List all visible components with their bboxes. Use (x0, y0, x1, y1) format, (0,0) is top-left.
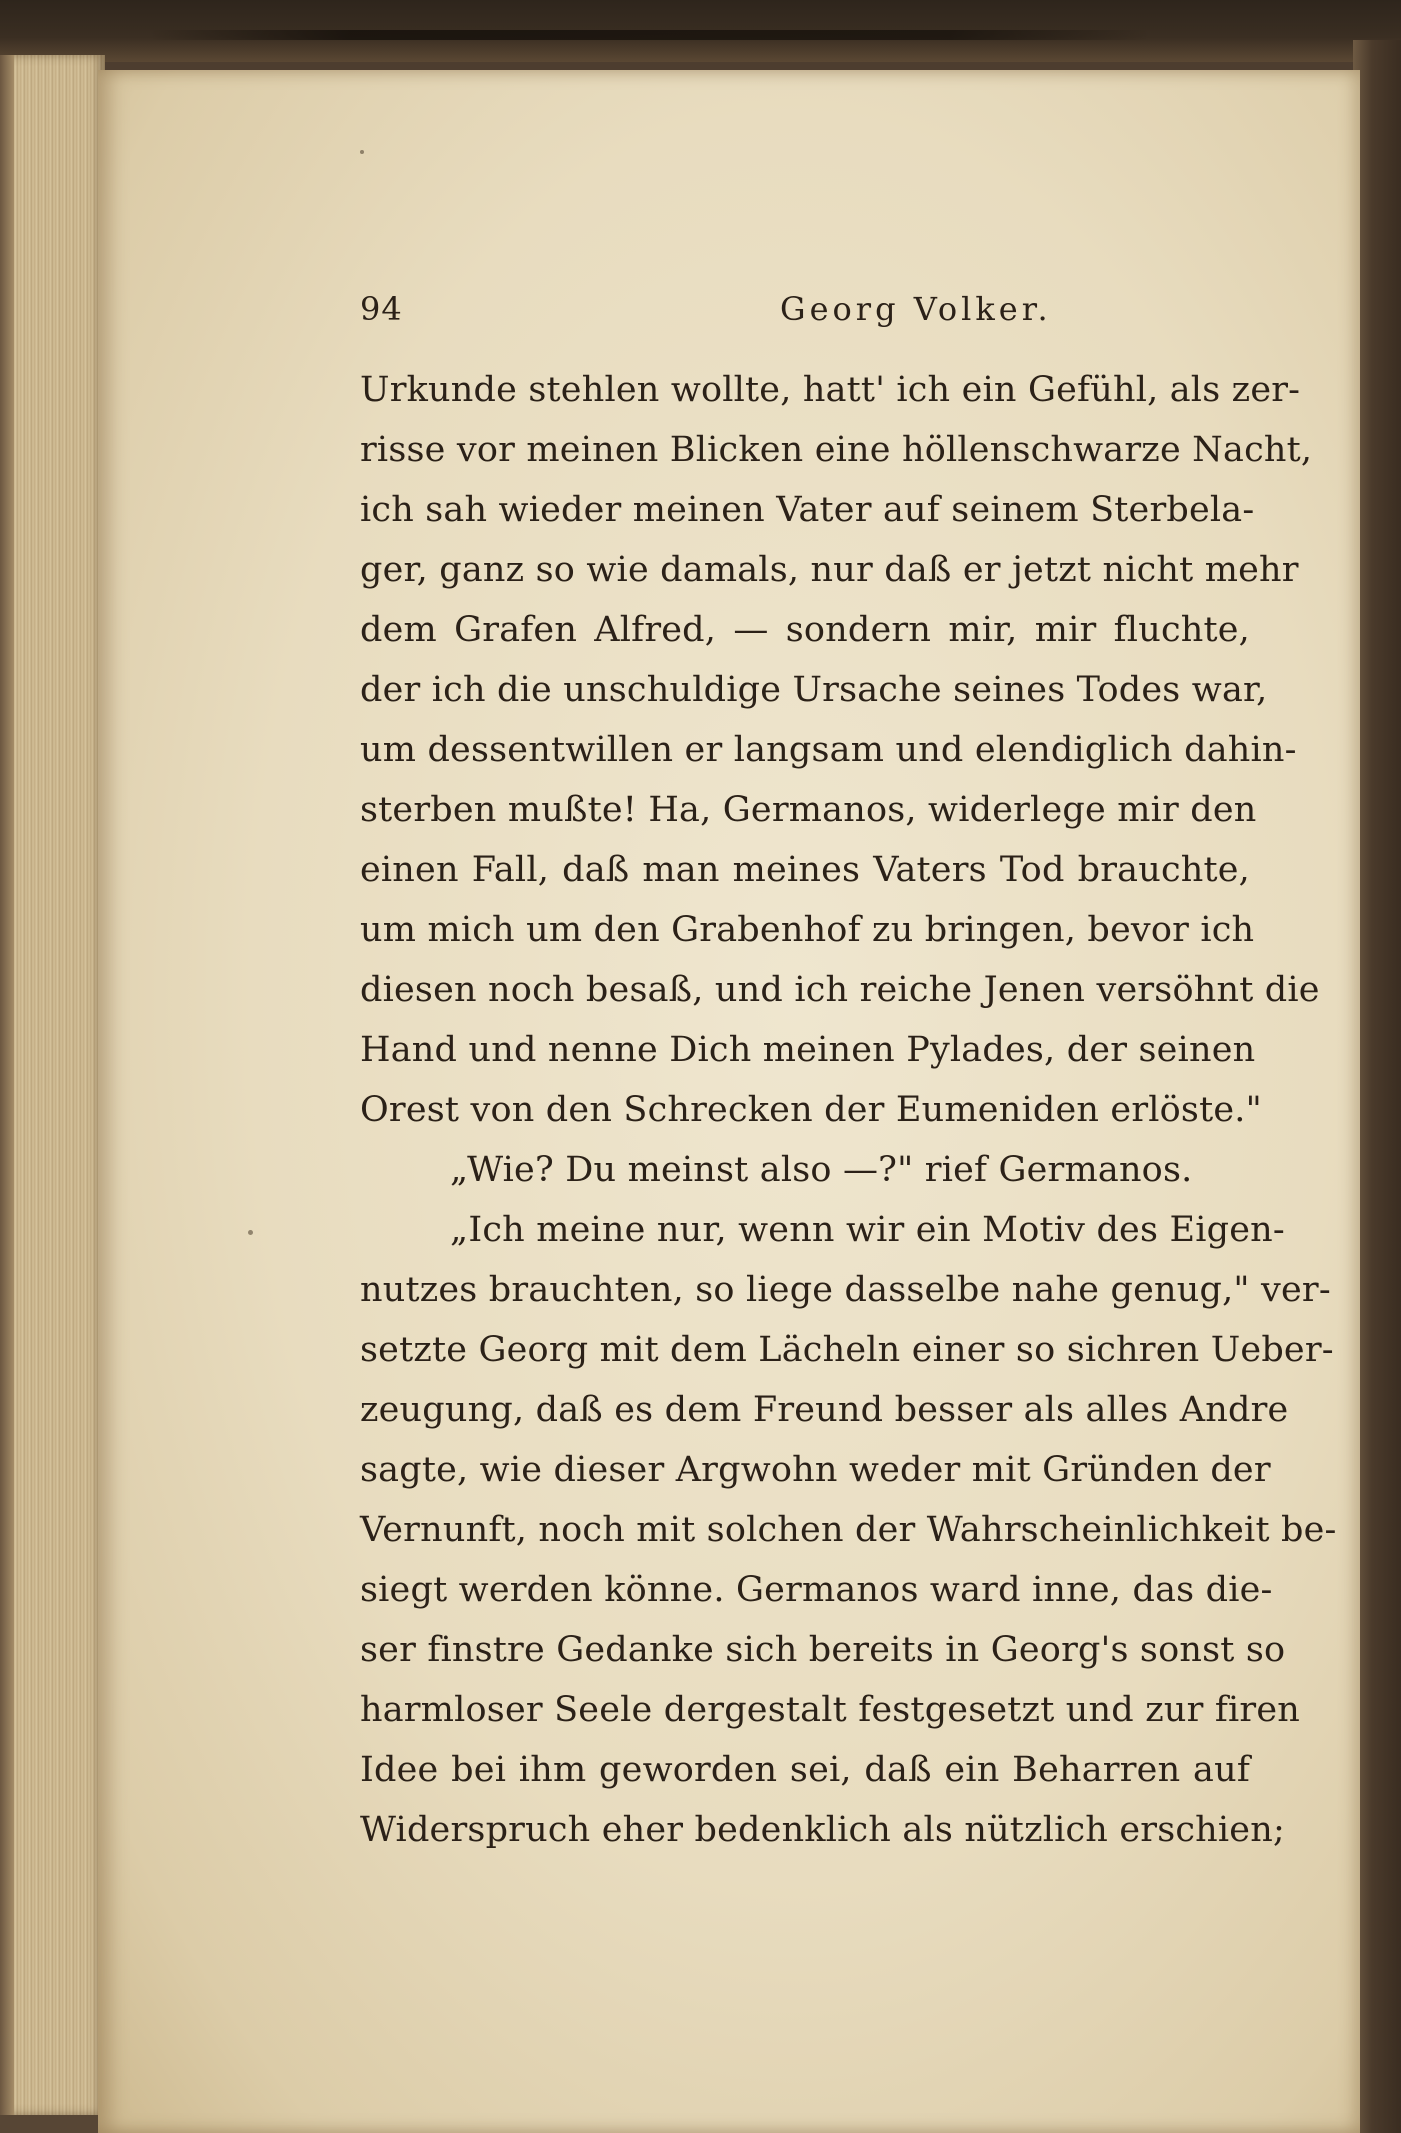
text-line: setzte Georg mit dem Lächeln einer so sichren Ueber- (360, 1330, 1334, 1370)
text-line: Idee bei ihm geworden sei, daß ein Beharren auf (360, 1750, 1250, 1790)
running-head (350, 220, 1350, 328)
scan-speck (248, 1230, 253, 1235)
text-line: sterben mußte! Ha, Germanos, widerlege mir den (360, 790, 1257, 830)
page-content (350, 220, 1350, 1850)
book-cover-right (1353, 40, 1401, 2133)
book-cover-top (0, 0, 1401, 62)
text-line: sagte, wie dieser Argwohn weder mit Gründen der (360, 1450, 1271, 1490)
text-line: ich sah wieder meinen Vater auf seinem Sterbela- (360, 490, 1255, 530)
text-line: harmloser Seele dergestalt festgesetzt und zur firen (360, 1690, 1300, 1730)
text-line: „Ich meine nur, wenn wir ein Motiv des Eigen- (450, 1210, 1285, 1250)
text-line: nutzes brauchten, so liege dasselbe nahe genug," ver- (360, 1270, 1331, 1310)
running-title: Georg Volker. (780, 290, 1052, 328)
text-line: ser finstre Gedanke sich bereits in Georg's sonst so (360, 1630, 1286, 1670)
book-page (98, 70, 1360, 2133)
text-line: diesen noch besaß, und ich reiche Jenen versöhnt die (360, 970, 1320, 1010)
text-line: dem Grafen Alfred, — sondern mir, mir fluchte, (360, 610, 1250, 650)
page-edges (0, 55, 105, 2115)
scan-speck (360, 150, 364, 154)
text-line: Widerspruch eher bedenklich als nützlich erschien; (360, 1810, 1285, 1850)
text-line: um mich um den Grabenhof zu bringen, bevor ich (360, 910, 1255, 950)
text-line: um dessentwillen er langsam und elendiglich dahin- (360, 730, 1297, 770)
text-line: der ich die unschuldige Ursache seines Todes war, (360, 670, 1268, 710)
text-line: Hand und nenne Dich meinen Pylades, der seinen (360, 1030, 1256, 1070)
text-line: Orest von den Schrecken der Eumeniden erlöste." (360, 1090, 1262, 1130)
text-line: ger, ganz so wie damals, nur daß er jetzt nicht mehr (360, 550, 1299, 590)
text-line: zeugung, daß es dem Freund besser als alles Andre (360, 1390, 1289, 1430)
text-line: Urkunde stehlen wollte, hatt' ich ein Gefühl, als zer- (360, 370, 1301, 410)
text-line: risse vor meinen Blicken eine höllenschwarze Nacht, (360, 430, 1313, 470)
text-line: einen Fall, daß man meines Vaters Tod brauchte, (360, 850, 1250, 890)
body-text (360, 360, 1337, 1860)
page-number: 94 (360, 290, 403, 328)
text-line: siegt werden könne. Germanos ward inne, das die- (360, 1570, 1273, 1610)
text-line: Vernunft, noch mit solchen der Wahrscheinlichkeit be- (360, 1510, 1337, 1550)
text-line: „Wie? Du meinst also —?" rief Germanos. (450, 1150, 1193, 1190)
